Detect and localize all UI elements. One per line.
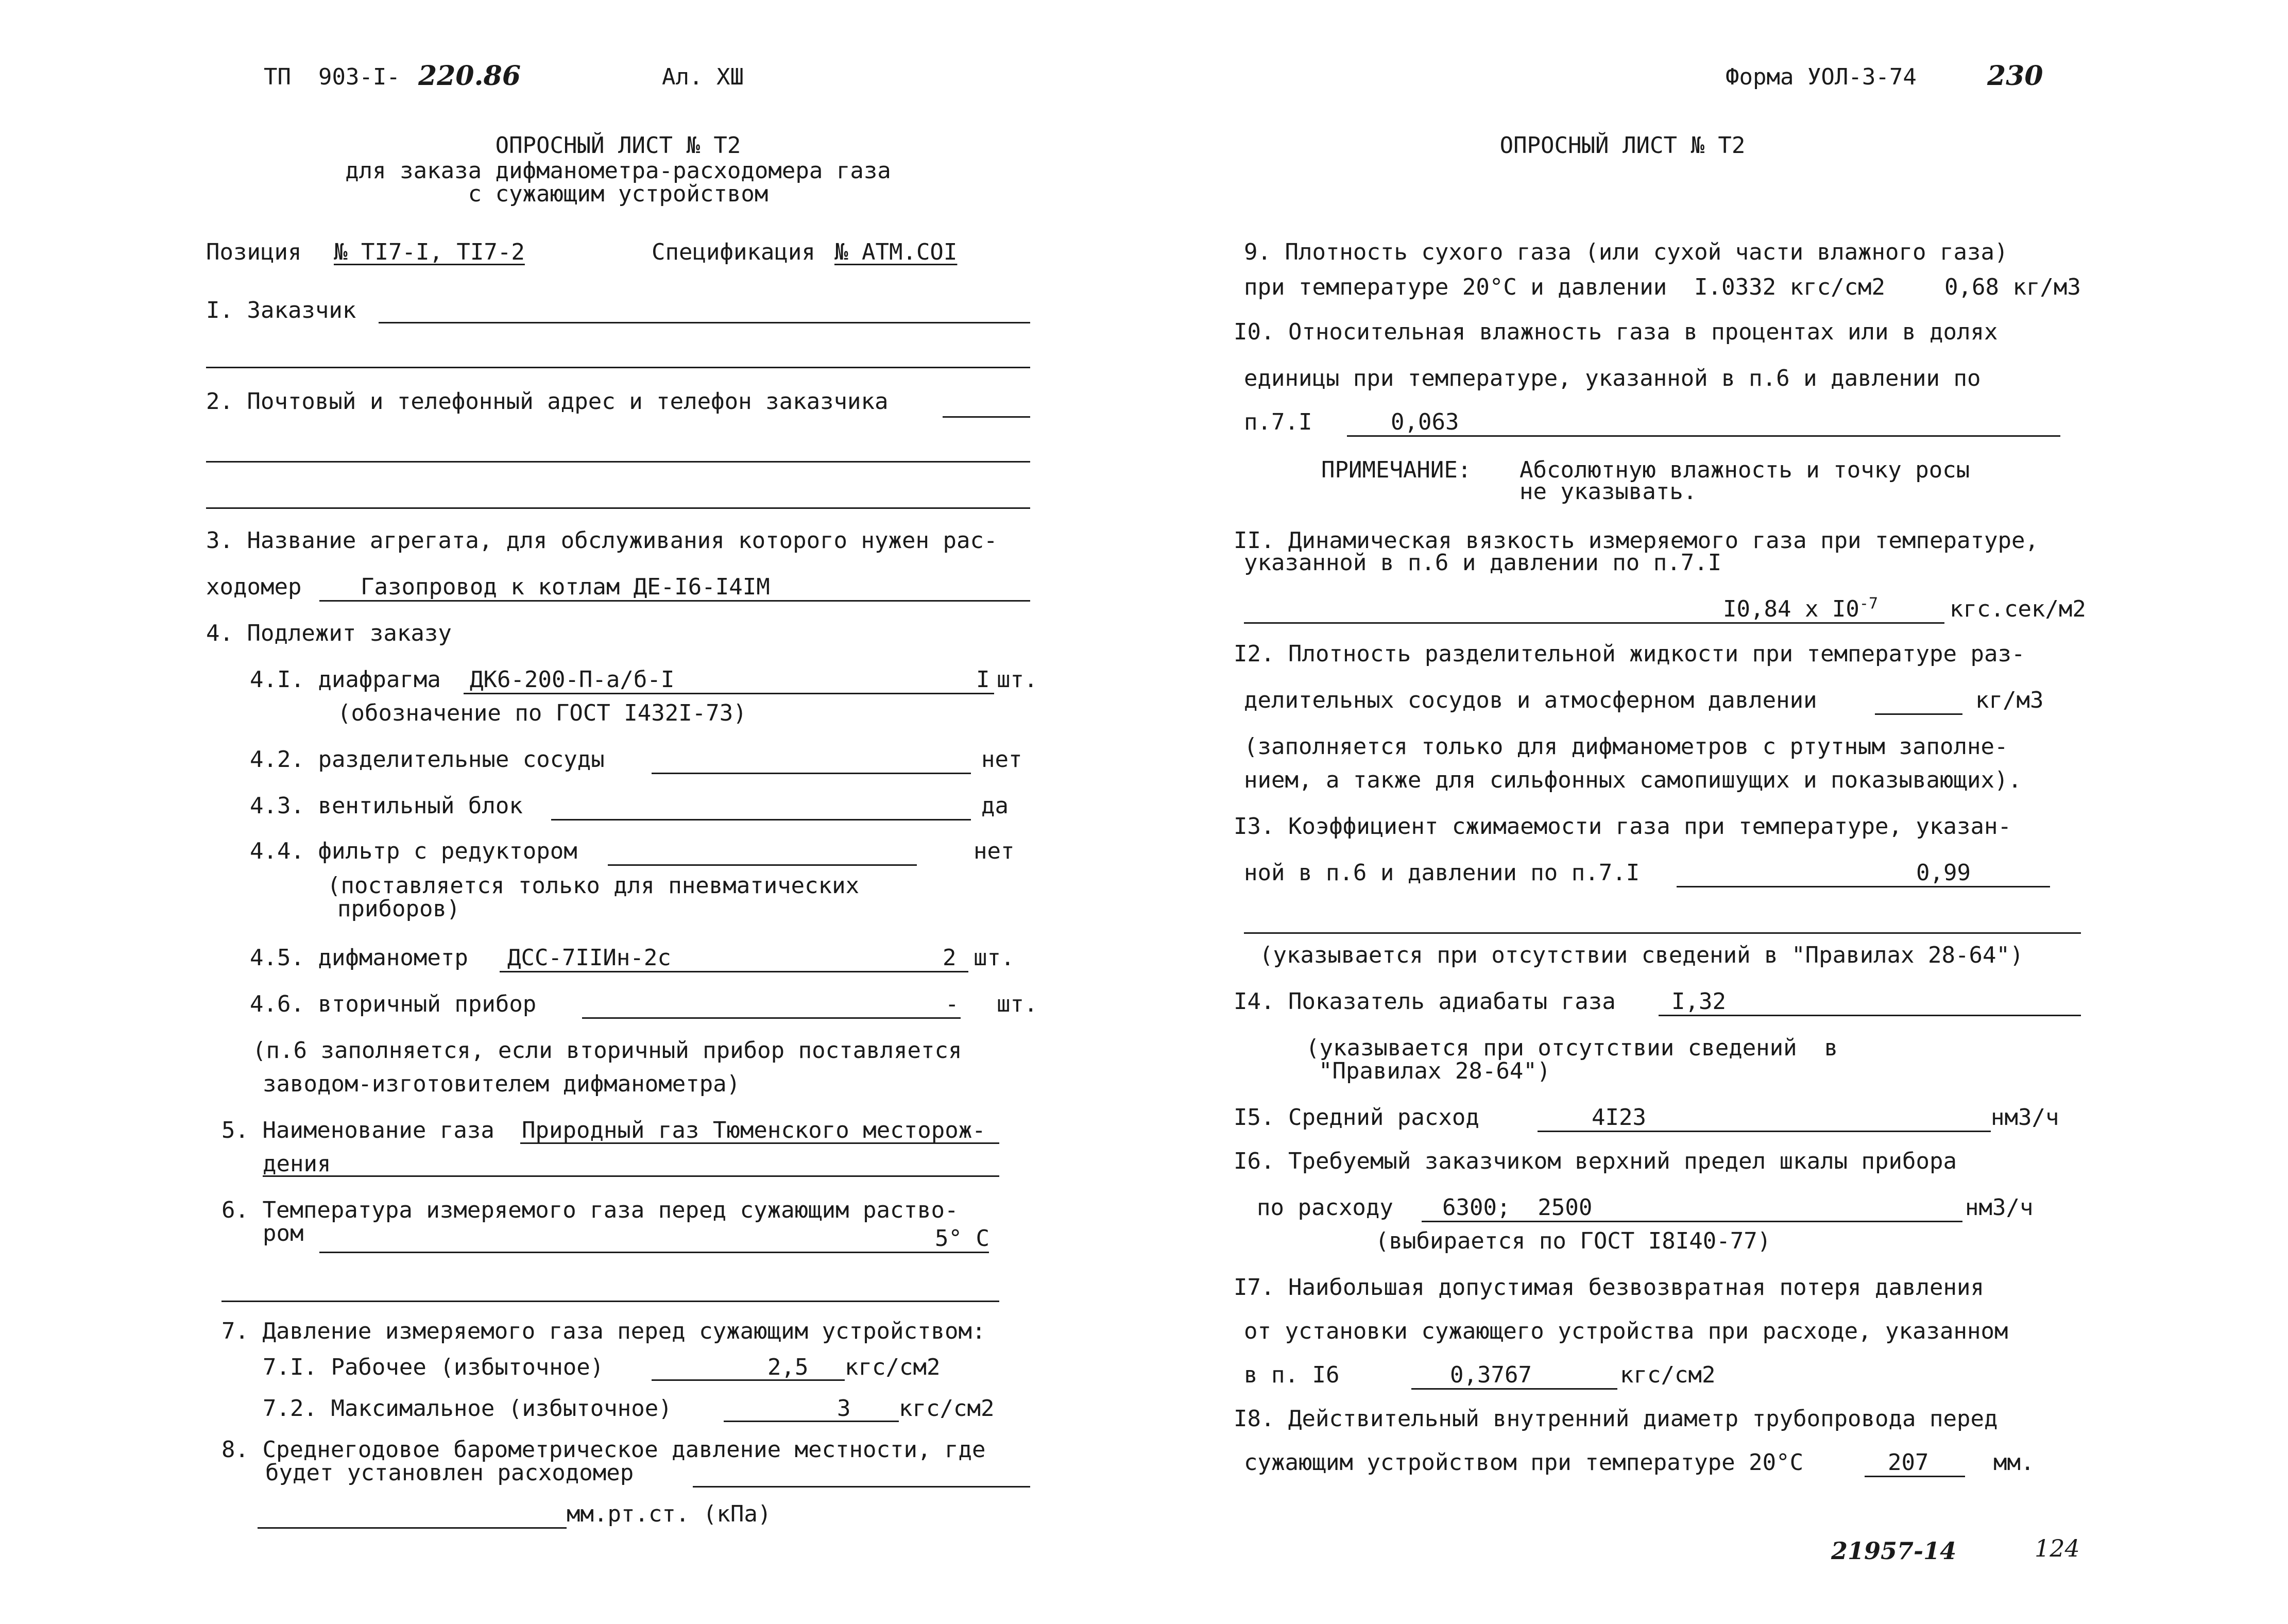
item-11-exponent: -7 [1859,594,1879,613]
item-7-label: 7. Давление измеряемого газа перед сужающим устройством: [221,1318,986,1344]
doc-number-prefix: ТП 903-I- [264,64,400,90]
item-5-label: 5. Наименование газа [221,1117,494,1143]
item-4-1-qty: I [976,666,990,693]
doc-number-handwritten: 220.86 [418,60,521,92]
item-4-6-note-1: (п.6 заполняется, если вторичный прибор поставляется [252,1037,962,1064]
item-16-value: 6300; 2500 [1442,1194,1593,1221]
item-4-6-label: 4.6. вторичный прибор [250,991,537,1017]
item-12-text-1: I2. Плотность разделительной жидкости при температуре раз- [1234,641,2025,667]
item-4-6-line [582,1017,961,1019]
item-7-1-value: 2,5 [767,1354,809,1380]
item-3-line [319,600,1030,602]
item-18-line [1865,1476,1965,1477]
item-12-text-2: делительных сосудов и атмосферном давлении [1244,687,1817,713]
item-5-line [520,1142,999,1144]
item-4-1-value: ДК6-200-П-а/б-I [470,666,675,693]
left-subtitle-2: с сужающим устройством [468,181,769,207]
item-15-line [1538,1131,1991,1132]
item-13-value: 0,99 [1916,860,1971,886]
item-4-4-note-1: (поставляется только для пневматических [327,873,860,899]
spec-value: № АТМ.СОI [834,239,958,265]
item-15-unit: нм3/ч [1991,1104,2059,1131]
item-6-text-1: 6. Температура измеряемого газа перед сужающим раство- [221,1197,959,1223]
item-2-line-3 [206,507,1030,509]
item-4-3-value: да [981,793,1009,819]
item-12-unit: кг/м3 [1975,687,2044,713]
item-4-4-note-2: приборов) [337,896,460,922]
item-7-2-value: 3 [837,1395,851,1422]
item-3-text-2: ходомер [206,574,302,600]
item-4-4-line [608,864,917,866]
item-11-value-base: I0,84 х I0 [1723,596,1859,622]
item-4-1-unit: шт. [997,666,1038,693]
item-10-line [1347,435,2060,437]
item-16-text-2: по расходу [1257,1194,1393,1221]
item-10-text-2: единицы при температуре, указанной в п.6 и давлении по [1244,365,1981,391]
item-4-3-label: 4.3. вентильный блок [250,793,523,819]
item-1-label: I. Заказчик [206,297,356,323]
item-15-label: I5. Средний расход [1234,1104,1479,1131]
item-8-line [693,1486,1030,1488]
item-18-text-2: сужающим устройством при температуре 20°С [1244,1449,1804,1476]
item-15-value: 4I23 [1592,1104,1646,1131]
item-17-text-1: I7. Наибольшая допустимая безвозвратная потеря давления [1234,1274,1984,1301]
item-7-1-line [652,1379,845,1381]
item-4-1-note: (обозначение по ГОСТ I432I-73) [337,700,747,726]
item-4-6-qty: - [945,991,959,1017]
item-18-text-1: I8. Действительный внутренний диаметр трубопровода перед [1234,1406,1998,1432]
item-12-note-1: (заполняется только для дифманометров с ртутным заполне- [1244,733,2008,760]
item-5-value-1: Природный газ Тюменского месторож- [522,1117,986,1143]
note-label: ПРИМЕЧАНИЕ: [1321,457,1472,483]
item-4-1-label: 4.I. диафрагма [250,666,441,693]
item-14-line [1659,1015,2081,1016]
item-2-label: 2. Почтовый и телефонный адрес и телефон заказчика [206,388,889,415]
item-3-text-1: 3. Название агрегата, для обслуживания которого нужен рас- [206,527,998,554]
item-4-5-qty: 2 [943,945,957,971]
item-6-line [319,1252,989,1253]
item-3-value: Газопровод к котлам ДЕ-I6-I4IМ [361,574,770,600]
item-13-line [1677,886,2050,887]
item-4-5-unit: шт. [974,945,1015,971]
note-text-2: не указывать. [1519,478,1697,505]
item-2-line [943,416,1030,418]
item-16-text-1: I6. Требуемый заказчиком верхний предел шкалы прибора [1234,1148,1957,1174]
item-4-3-line [551,819,971,820]
item-10-value: 0,063 [1391,409,1459,435]
item-11-line [1244,622,1944,624]
item-17-value: 0,3767 [1450,1362,1532,1388]
item-4-6-note-2: заводом-изготовителем дифманометра) [263,1071,741,1097]
item-13-note: (указывается при отсутствии сведений в "Правилах 28-64") [1259,942,2024,968]
footer-code-handwritten: 21957-14 [1831,1537,1957,1565]
item-1-line [379,322,1030,323]
left-subtitle-1: для заказа дифманометра-расходомера газа [345,158,891,184]
item-2-line-2 [206,461,1030,463]
item-10-text-1: I0. Относительная влажность газа в процентах или в долях [1234,319,1998,345]
item-8-unit: мм.рт.ст. (кПа) [567,1501,772,1527]
form-number: Форма УОЛ-3-74 [1726,64,1917,90]
item-13-text-2: ной в п.6 и давлении по п.7.I [1244,860,1640,886]
position-label: Позиция [206,239,302,265]
item-14-label: I4. Показатель адиабаты газа [1234,988,1616,1015]
item-13-text-1: I3. Коэффициент сжимаемости газа при температуре, указан- [1234,813,2011,840]
left-title: ОПРОСНЫЙ ЛИСТ № Т2 [495,132,741,159]
footer-page-handwritten: 124 [2035,1534,2080,1562]
item-8-text-1: 8. Среднегодовое барометрическое давление местности, где [221,1437,986,1463]
item-17-text-2: от установки сужающего устройства при расходе, указанном [1244,1318,2008,1344]
item-6-value: 5° С [935,1225,989,1252]
item-4-2-value: нет [981,746,1022,773]
item-9-text-2: при температуре 20°С и давлении I.0332 кгс/см2 [1244,274,1886,300]
right-title: ОПРОСНЫЙ ЛИСТ № Т2 [1499,132,1746,159]
page-number-handwritten: 230 [1987,60,2043,92]
item-4-4-value: нет [974,838,1015,864]
item-16-line [1422,1221,1962,1222]
item-11-text-2: указанной в п.6 и давлении по п.7.I [1244,550,1722,576]
item-18-value: 207 [1888,1449,1929,1476]
item-9-value: 0,68 кг/м3 [1944,274,2081,300]
item-4-5-line [500,971,968,972]
item-7-1-unit: кгс/см2 [845,1354,941,1380]
item-6-line-2 [221,1301,999,1302]
item-14-note-2: "Правилах 28-64") [1319,1058,1551,1084]
item-11-text-1: II. Динамическая вязкость измеряемого газа при температуре, [1234,527,2039,554]
item-4-2-label: 4.2. разделительные сосуды [250,746,605,773]
note-text-1: Абсолютную влажность и точку росы [1519,457,1970,483]
item-5-value-2: дения [263,1151,331,1177]
item-9-text-1: 9. Плотность сухого газа (или сухой части влажного газа) [1244,239,2008,265]
item-14-value: I,32 [1671,988,1726,1015]
item-4-5-value: ДСС-7IIИн-2с [507,945,671,971]
item-11-value [1723,596,1878,623]
item-6-text-2: ром [263,1220,304,1246]
item-12-note-2: нием, а также для сильфонных самопишущих и показывающих). [1244,767,2022,793]
item-17-text-3: в п. I6 [1244,1362,1340,1388]
item-1-line-2 [206,367,1030,368]
item-7-1-label: 7.I. Рабочее (избыточное) [263,1354,604,1380]
item-10-text-3: п.7.I [1244,409,1312,435]
item-8-text-2: будет установлен расходомер [265,1460,634,1486]
item-4-5-label: 4.5. дифманометр [250,945,468,971]
item-17-line [1411,1388,1617,1390]
item-11-unit: кгс.сек/м2 [1950,596,2086,622]
item-7-2-label: 7.2. Максимальное (избыточное) [263,1395,672,1422]
album-number: Ал. ХШ [662,64,744,90]
item-4-6-unit: шт. [997,991,1038,1017]
item-7-2-unit: кгс/см2 [899,1395,995,1422]
item-4-2-line [652,773,971,774]
item-18-unit: мм. [1993,1449,2035,1476]
item-8-line-2 [258,1527,567,1529]
position-value: № ТI7-I, ТI7-2 [334,239,525,265]
item-13-line-2 [1244,932,2081,934]
item-14-note-1: (указывается при отсутствии сведений в [1306,1035,1838,1061]
item-4-label: 4. Подлежит заказу [206,620,452,646]
spec-label: Спецификация [652,239,815,265]
item-12-line [1875,713,1962,715]
item-16-unit: нм3/ч [1965,1194,2034,1221]
item-4-4-label: 4.4. фильтр с редуктором [250,838,577,864]
item-7-2-line [724,1421,899,1422]
item-16-note: (выбирается по ГОСТ I8I40-77) [1375,1228,1771,1254]
item-17-unit: кгс/см2 [1620,1362,1716,1388]
item-5-line-2 [263,1175,999,1177]
item-4-1-line [464,693,994,694]
